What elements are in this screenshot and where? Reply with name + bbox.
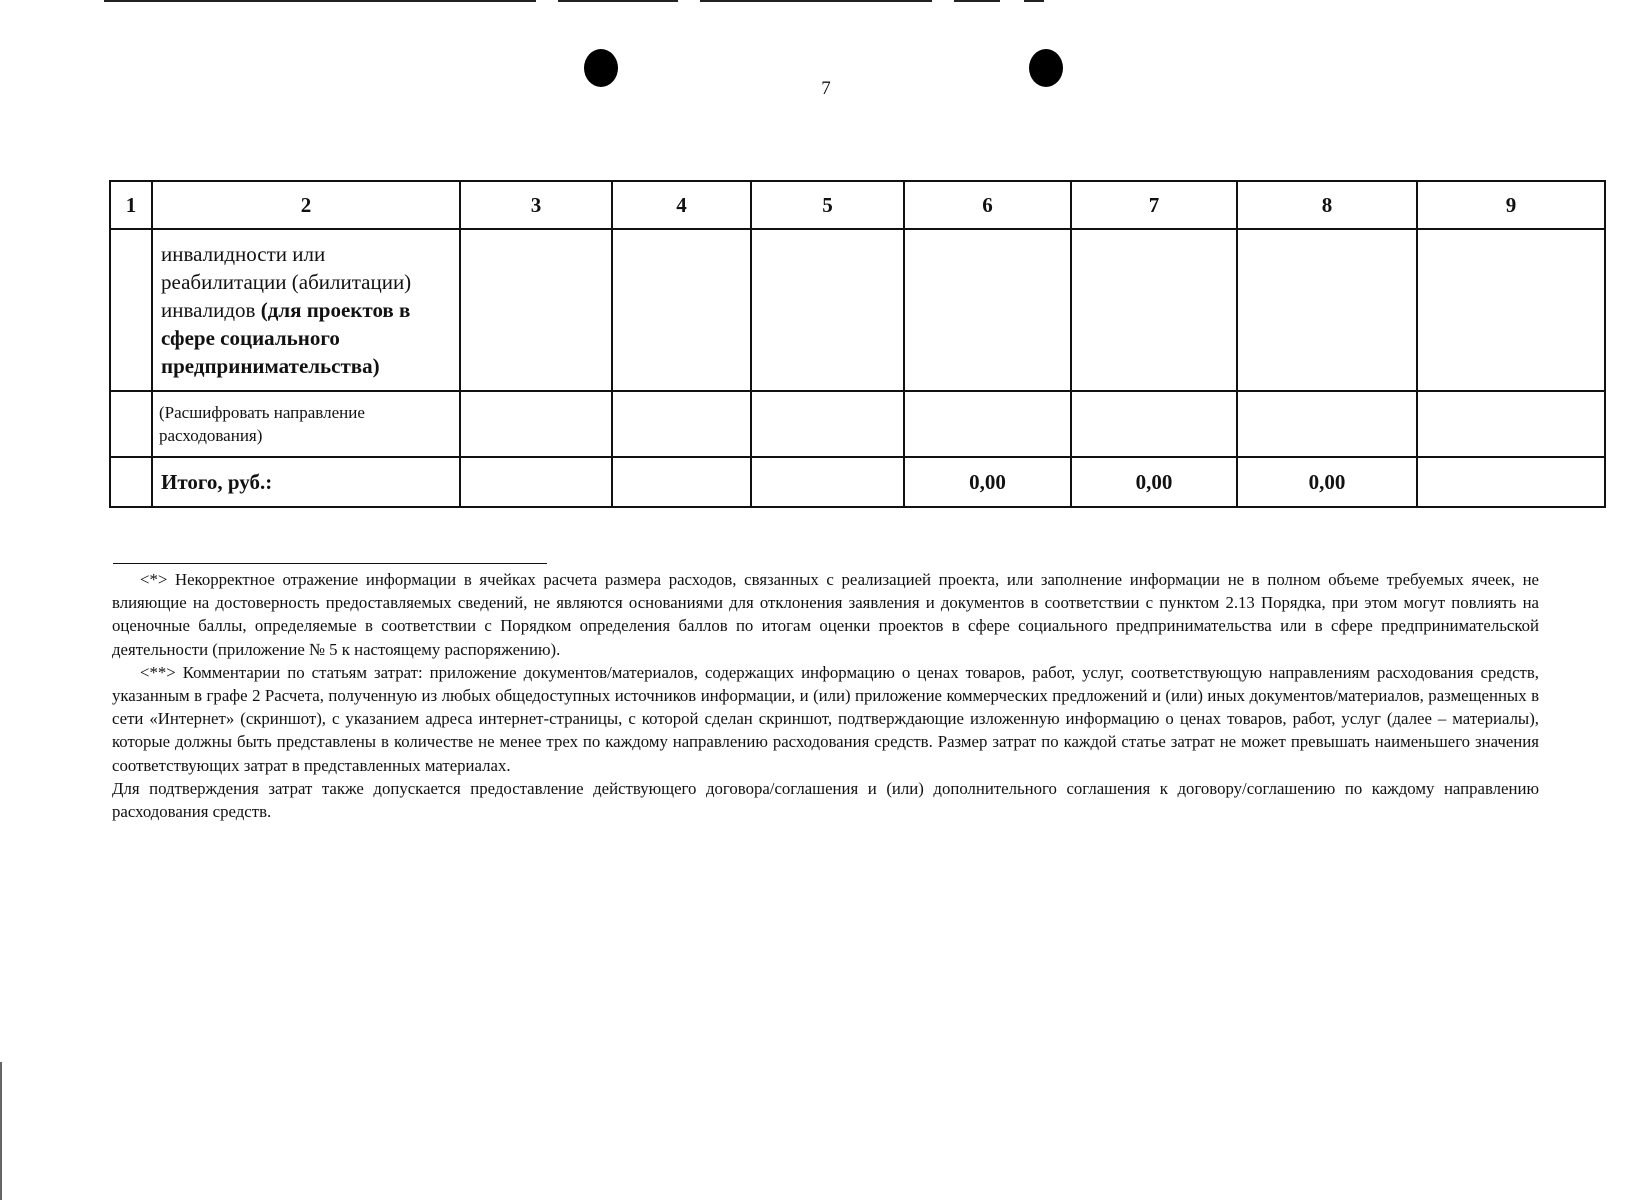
total-col-8: 0,00 xyxy=(1237,457,1417,507)
footnotes xyxy=(112,568,1539,823)
table-cell xyxy=(751,391,904,457)
total-label-cell xyxy=(152,457,460,507)
expense-item-cell xyxy=(152,229,460,391)
table-cell xyxy=(110,229,152,391)
page-number: 7 xyxy=(821,78,831,99)
decode-direction-text: (Расшифровать направление расходования) xyxy=(159,403,365,445)
footnote-2: <**> Комментарии по статьям затрат: приложение документов/материалов, содержащих информацию о ценах товаров, работ, услуг, соответствующую направлениям расходования средств, указанным в графе 2 Расчета, полученную из любых общедоступных источников информации, и (или) приложение коммерческих предложений и (или) иных документов/материалов, размещенных в сети «Интернет» (скриншот), с указанием адреса интернет-страницы, с которой сделан скриншот, подтверждающие изложенную информацию о ценах товаров, работ, услуг (далее – материалы), которые должны быть представлены в количестве не менее трех по каждому направлению расходования средств. Размер затрат по каждой статье затрат не может превышать наименьшего значения соответствующих затрат в представленных материалах. xyxy=(112,662,1539,775)
column-number-6: 6 xyxy=(904,181,1071,229)
total-col-6: 0,00 xyxy=(904,457,1071,507)
punch-hole-left xyxy=(584,49,618,87)
table-cell xyxy=(1071,229,1237,391)
table-cell xyxy=(1237,391,1417,457)
column-number-2: 2 xyxy=(152,181,460,229)
footnote-3: Для подтверждения затрат также допускается предоставление действующего договора/соглашения и (или) дополнительного соглашения к договору/соглашению по каждому направлению расходования средств. xyxy=(112,778,1539,822)
decode-direction-cell xyxy=(152,391,460,457)
column-number-4: 4 xyxy=(612,181,751,229)
total-row xyxy=(110,457,1605,507)
column-number-5: 5 xyxy=(751,181,904,229)
column-number-9: 9 xyxy=(1417,181,1605,229)
expense-calculation-table xyxy=(109,180,1606,508)
footnote-1: <*> Некорректное отражение информации в ячейках расчета размера расходов, связанных с реализацией проекта, или заполнение информации не в полном объеме требуемых ячеек, не влияющие на достоверность предоставляемых сведений, не являются основаниями для отклонения заявления и документов в соответствии с пунктом 2.13 Порядка, при этом могут повлиять на оценочные баллы, определяемые в соответствии с Порядком определения баллов по итогам оценки проектов в сфере социального предпринимательства или в сфере предпринимательской деятельности (приложение № 5 к настоящему распоряжению). xyxy=(112,570,1539,659)
table-cell xyxy=(1417,457,1605,507)
table-cell xyxy=(751,229,904,391)
table-cell xyxy=(1071,391,1237,457)
scan-edge-line xyxy=(700,0,932,2)
table-header-row xyxy=(110,181,1605,229)
expense-item-text xyxy=(153,232,459,388)
punch-hole-right xyxy=(1029,49,1063,87)
table-cell xyxy=(612,229,751,391)
scan-edge-line xyxy=(954,0,1000,2)
table-cell xyxy=(1417,391,1605,457)
table-cell xyxy=(110,457,152,507)
total-label: Итого, руб.: xyxy=(161,469,273,494)
table-cell xyxy=(460,229,612,391)
table-row xyxy=(110,391,1605,457)
column-number-8: 8 xyxy=(1237,181,1417,229)
table-cell xyxy=(110,391,152,457)
table-cell xyxy=(1417,229,1605,391)
table-cell xyxy=(460,457,612,507)
total-col-7: 0,00 xyxy=(1071,457,1237,507)
table-cell xyxy=(612,391,751,457)
column-number-3: 3 xyxy=(460,181,612,229)
table-cell xyxy=(460,391,612,457)
scan-edge-line xyxy=(558,0,678,2)
table-row xyxy=(110,229,1605,391)
table-cell xyxy=(904,391,1071,457)
scan-edge-line xyxy=(1024,0,1044,2)
footnote-separator xyxy=(113,563,547,564)
expense-item-bold: (для проектов в сфере социального предпринимательства) xyxy=(161,298,411,378)
column-number-7: 7 xyxy=(1071,181,1237,229)
scan-edge-line xyxy=(104,0,536,2)
table-cell xyxy=(751,457,904,507)
scan-left-edge xyxy=(0,1062,2,1200)
table-cell xyxy=(612,457,751,507)
table-cell xyxy=(904,229,1071,391)
column-number-1: 1 xyxy=(110,181,152,229)
table-cell xyxy=(1237,229,1417,391)
expense-item-plain: инвалидности или реабилитации (абилитации) инвалидов xyxy=(161,242,412,322)
